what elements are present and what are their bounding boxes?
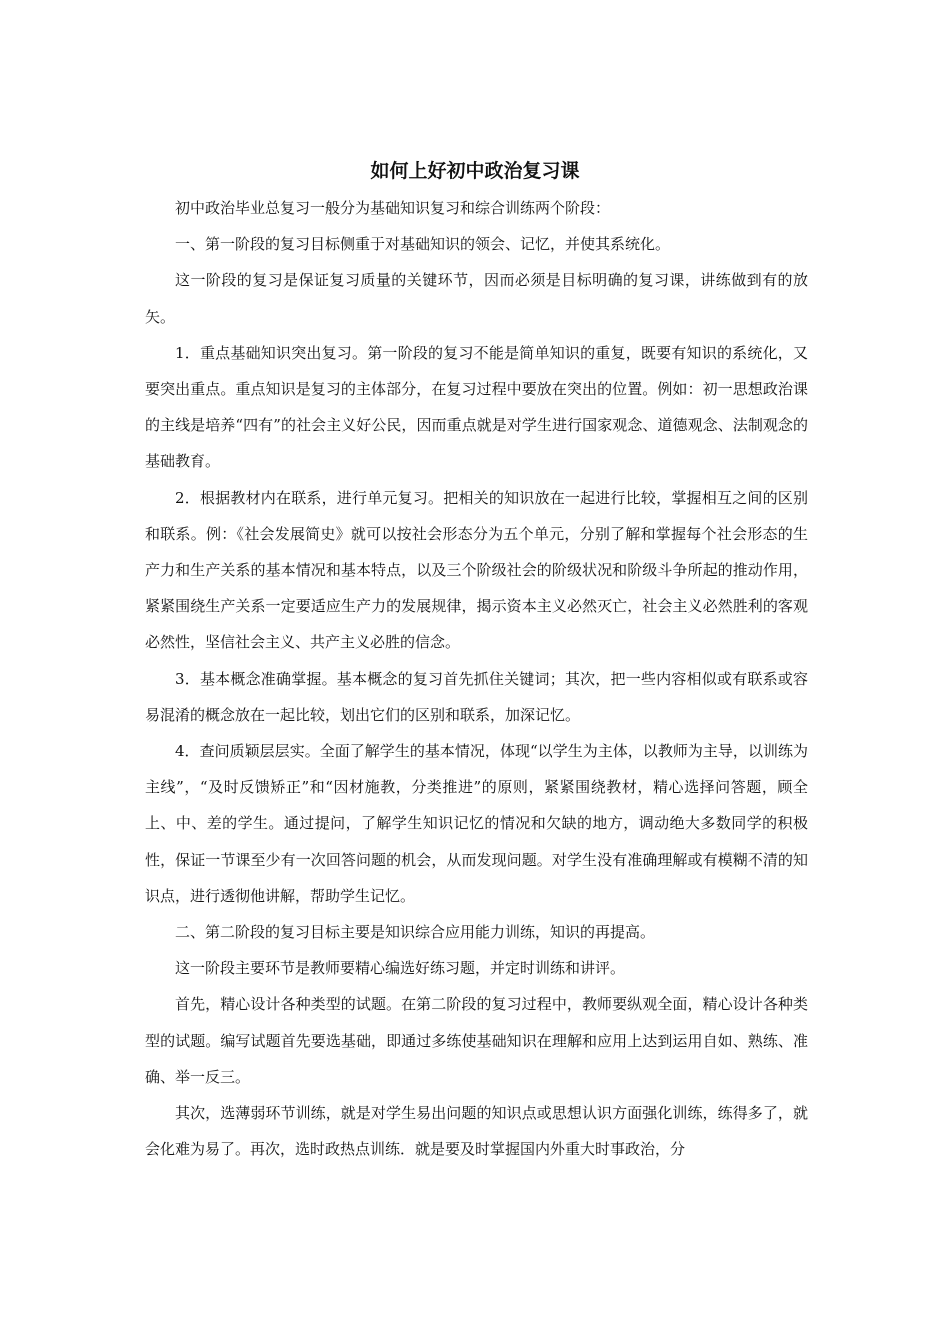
paragraph-stage-one-overview: 这一阶段的复习是保证复习质量的关键环节，因而必须是目标明确的复习课，讲练做到有的放矢。: [145, 271, 808, 326]
paragraph-first: 首先，精心设计各种类型的试题。在第二阶段的复习过程中，教师要纵观全面，精心设计各种类型的试题。编写试题首先要选基础，即通过多练使基础知识在理解和应用上达到运用自如、熟练、准确、举一反三。: [145, 995, 808, 1086]
document-title: 如何上好初中政治复习课: [370, 160, 580, 182]
paragraph-point-1: 1．重点基础知识突出复习。第一阶段的复习不能是简单知识的重复，既要有知识的系统化，又要突出重点。重点知识是复习的主体部分，在复习过程中要放在突出的位置。例如：初一思想政治课的主线是培养“四有”的社会主义好公民，因而重点就是对学生进行国家观念、道德观念、法制观念的基础教育。: [145, 343, 808, 471]
paragraph-intro: 初中政治毕业总复习一般分为基础知识复习和综合训练两个阶段：: [175, 199, 611, 217]
document-body: [145, 190, 808, 1167]
paragraph-stage-one-heading: 一、第一阶段的复习目标侧重于对基础知识的领会、记忆，并使其系统化。: [175, 235, 671, 254]
paragraph-point-4: 4．查问质颖层层实。全面了解学生的基本情况，体现“以学生为主体，以教师为主导，以训练为主线”，“及时反馈矫正”和“因材施教，分类推进”的原则，紧紧围绕教材，精心选择问答题，顾全上、中、差的学生。通过提问，了解学生知识记忆的情况和欠缺的地方，调动绝大多数同学的积极性，保证一节课至少有一次回答问题的机会，从而发现问题。对学生没有准确理解或有模糊不清的知识点，进行透彻他讲解，帮助学生记忆。: [145, 742, 808, 905]
paragraph-second: 其次，选薄弱环节训练，就是对学生易出问题的知识点或思想认识方面强化训练，练得多了，就会化难为易了。再次，选时政热点训练．就是要及时掌握国内外重大时事政治，分: [145, 1104, 808, 1159]
paragraph-stage-two-overview: 这一阶段主要环节是教师要精心编选好练习题，并定时训练和讲评。: [175, 959, 626, 978]
paragraph-stage-two-heading: 二、第二阶段的复习目标主要是知识综合应用能力训练，知识的再提高。: [175, 923, 656, 942]
paragraph-point-2: 2．根据教材内在联系，进行单元复习。把相关的知识放在一起进行比较，掌握相互之间的区别和联系。例：《社会发展简史》就可以按社会形态分为五个单元，分别了解和掌握每个社会形态的生产力和生产关系的基本情况和基本特点，以及三个阶级社会的阶级状况和阶级斗争所起的推动作用，紧紧围绕生产关系一定要适应生产力的发展规律，揭示资本主义必然灭亡，社会主义必然胜利的客观必然性，坚信社会主义、共产主义必胜的信念。: [145, 488, 808, 652]
paragraph-point-3: 3．基本概念准确掌握。基本概念的复习首先抓住关键词；其次，把一些内容相似或有联系或容易混淆的概念放在一起比较，划出它们的区别和联系，加深记忆。: [145, 669, 808, 724]
